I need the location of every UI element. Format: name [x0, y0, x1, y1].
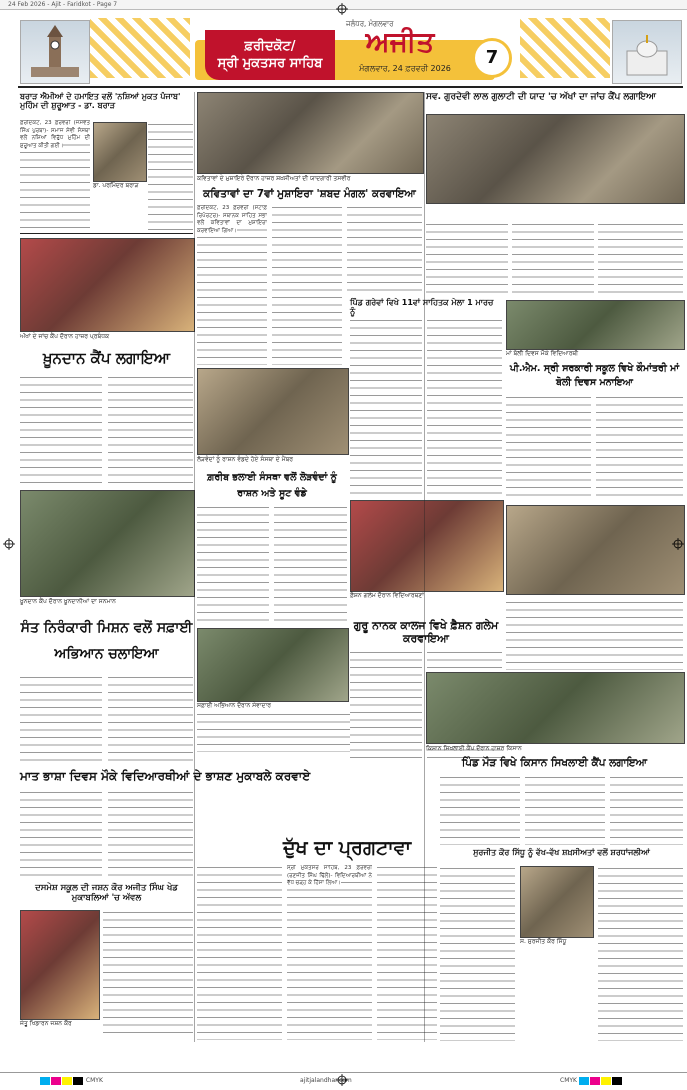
- headline-sahitik-mela: ਪਿੰਡ ਗਰੇਵਾਂ ਵਿਖੇ 11ਵਾਂ ਸਾਹਿਤਕ ਮੇਲਾ 1 ਮਾਰਚ ਨੂੰ: [350, 298, 494, 317]
- caption-tribute: ਸ. ਸੁਰਜੀਤ ਕੌਰ ਸਿੱਧੂ: [520, 938, 567, 945]
- edition-line1: ਫ਼ਰੀਦਕੋਟ/: [244, 39, 296, 54]
- article-body-3: ਸ੍ਰੀ ਮੁਕਤਸਰ ਸਾਹਿਬ, 23 ਫ਼ਰਵਰੀ (ਰਣਜੀਤ ਸਿੰਘ ਢਿੱਲੋਂ)- ਵਿਦਿਆਰਥੀਆਂ ਨੇ ਵੱਧ ਚੜ੍ਹ ਕੇ ਹਿੱਸਾ ਲਿਆ।: [287, 865, 372, 886]
- headline-mushaira: ਕਵਿਤਾਵਾਂ ਦਾ 7ਵਾਂ ਮੁਸ਼ਾਇਰਾ 'ਸ਼ਬਦ ਮੰਗਲ' ਕਰਵਾਇਆ: [203, 188, 416, 200]
- paper-name: ਅਜੀਤ: [365, 25, 435, 58]
- headline-condolence: ਦੁੱਖ ਦਾ ਪ੍ਰਗਟਾਵਾ: [282, 837, 412, 859]
- caption-farmer-camp: ਕਿਸਾਨ ਸਿਖਲਾਈ ਕੈਂਪ ਦੌਰਾਨ ਹਾਜ਼ਰ ਕਿਸਾਨ: [426, 745, 522, 752]
- headline-farmer-camp: ਪਿੰਡ ਮੌੜ ਵਿਖੇ ਕਿਸਾਨ ਸਿਖਲਾਈ ਕੈਂਪ ਲਗਾਇਆ: [461, 757, 648, 769]
- headline-tributes: ਸੁਰਜੀਤ ਕੌਰ ਸਿੱਧੂ ਨੂੰ ਵੱਖ-ਵੱਖ ਸ਼ਖ਼ਸੀਅਤਾਂ ਵਲੋਂ ਸ਼ਰਧਾਂਜਲੀਆਂ: [473, 848, 650, 857]
- caption-fashion: ਫ਼ੈਸ਼ਨ ਗਲੇਮ ਦੌਰਾਨ ਵਿਦਿਆਰਥਣਾਂ: [350, 592, 424, 599]
- headline-fashion: ਗੁਰੂ ਨਾਨਕ ਕਾਲਜ ਵਿਖੇ ਫ਼ੈਸ਼ਨ ਗਲੇਮ ਕਰਵਾਇਆ: [353, 619, 499, 645]
- article-body-1: ਫ਼ਰੀਦਕੋਟ, 23 ਫ਼ਰਵਰੀ (ਜਸਵੰਤ ਸਿੰਘ ਪੁਰਬਾ)- ਸਮਾਜ ਸੇਵੀ ਸੰਸਥਾ ਵਲੋਂ ਨਸ਼ਿਆਂ ਵਿਰੁੱਧ ਮੁਹਿੰਮ ਦੀ ਸ਼ੁਰੂਆਤ ਕੀਤੀ ਗਈ।: [20, 120, 90, 149]
- edition-line2: ਸ੍ਰੀ ਮੁਕਤਸਰ ਸਾਹਿਬ: [217, 56, 323, 71]
- headline-mother-tongue: ਮਾਤ ਭਾਸ਼ਾ ਦਿਵਸ ਮੌਕੇ ਵਿਦਿਆਰਥੀਆਂ ਦੇ ਭਾਸ਼ਣ ਮੁਕਾਬਲੇ ਕਰਵਾਏ: [20, 769, 311, 783]
- caption-eye-camp: ਅੱਖਾਂ ਦੇ ਜਾਂਚ ਕੈਂਪ ਦੌਰਾਨ ਹਾਜ਼ਰ ਪ੍ਰਬੰਧਕ: [20, 333, 110, 340]
- headline-jashan-kaur: ਦਸਮੇਸ਼ ਸਕੂਲ ਦੀ ਜਸ਼ਨ ਕੌਰ ਅਜੀਤ ਸਿੰਘ ਖੇਡ ਮੁਕਾਬਲਿਆਂ 'ਚ ਅੱਵਲ: [35, 883, 178, 903]
- headline-blood-donation: ਖ਼ੂਨਦਾਨ ਕੈਂਪ ਲਗਾਇਆ: [42, 349, 171, 367]
- caption-nirankari: ਸਫ਼ਾਈ ਅਭਿਆਨ ਦੌਰਾਨ ਸੇਵਾਦਾਰ: [197, 702, 272, 709]
- headline-ration: ਗ਼ਰੀਬ ਭਲਾਈ ਸੰਸਥਾ ਵਲੋਂ ਲੋੜਵੰਦਾਂ ਨੂੰ ਰਾਸ਼ਨ ਅਤੇ ਸੂਟ ਵੰਡੇ: [207, 472, 337, 499]
- caption-doctor: ਡਾ. ਪਰਮਿੰਦਰ ਬਰਾੜ: [93, 182, 139, 189]
- caption-mushaira: ਕਵਿਤਾਵਾਂ ਦੇ ਮੁਸ਼ਾਇਰੇ ਦੌਰਾਨ ਹਾਜ਼ਰ ਸ਼ਖ਼ਸੀਅਤਾਂ ਦੀ ਯਾਦਗਾਰੀ ਤਸਵੀਰ: [197, 175, 351, 182]
- footer-center: ajitjalandhar.com: [300, 1077, 352, 1084]
- caption-ration: ਲੋੜਵੰਦਾਂ ਨੂੰ ਰਾਸ਼ਨ ਵੰਡਦੇ ਹੋਏ ਸੰਸਥਾ ਦੇ ਮੈਂਬਰ: [197, 456, 294, 463]
- paper-tag: ਜਲੰਧਰ, ਮੰਗਲਵਾਰ: [346, 20, 394, 28]
- headline-nirankari: ਸੰਤ ਨਿਰੰਕਾਰੀ ਮਿਸ਼ਨ ਵਲੋਂ ਸਫ਼ਾਈ ਅਭਿਆਨ ਚਲਾਇਆ: [20, 620, 193, 662]
- dateline: ਮੰਗਲਵਾਰ, 24 ਫ਼ਰਵਰੀ 2026: [359, 64, 451, 73]
- caption-athlete: ਜੇਤੂ ਖਿਡਾਰਨ ਜਸ਼ਨ ਕੌਰ: [20, 1020, 72, 1027]
- headline-nasha-mukt: ਬਰਾੜ ਐਮੀਆਂ ਦੇ ਹਮਾਇਤ ਵਲੋਂ 'ਨਸ਼ਿਆਂ ਮੁਕਤ ਪੰਜਾਬ' ਮੁਹਿੰਮ ਦੀ ਸ਼ੁਰੂਆਤ - ਡਾ. ਬਰਾੜ: [20, 92, 181, 111]
- prepress-strip: 24 Feb 2026 - Ajit - Faridkot - Page 7: [0, 0, 687, 10]
- headline-eye-camp: ਸਵ. ਗੁਰਦੇਵੀ ਲਾਲ ਗੁਲਾਟੀ ਦੀ ਯਾਦ 'ਚ ਅੱਖਾਂ ਦਾ ਜਾਂਚ ਕੈਂਪ ਲਗਾਇਆ: [426, 92, 656, 102]
- caption-blood-donation: ਖ਼ੂਨਦਾਨ ਕੈਂਪ ਦੌਰਾਨ ਖ਼ੂਨਦਾਨੀਆਂ ਦਾ ਸਨਮਾਨ: [20, 598, 116, 605]
- headline-pm-school: ਪੀ.ਐਮ. ਸ੍ਰੀ ਸਰਕਾਰੀ ਸਕੂਲ ਵਿਖੇ ਕੌਮਾਂਤਰੀ ਮਾਂ ਬੋਲੀ ਦਿਵਸ ਮਨਾਇਆ: [509, 363, 680, 388]
- article-body-2: ਫ਼ਰੀਦਕੋਟ, 23 ਫ਼ਰਵਰੀ (ਸਟਾਫ਼ ਰਿਪੋਰਟਰ)- ਸਥਾਨਕ ਸਾਹਿਤ ਸਭਾ ਵਲੋਂ ਕਵਿਤਾਵਾਂ ਦਾ ਮੁਸ਼ਾਇਰਾ ਕਰਵਾਇਆ ਗਿਆ।: [197, 205, 267, 234]
- footer-right-label: CMYK: [560, 1077, 577, 1084]
- caption-school: ਮਾਂ ਬੋਲੀ ਦਿਵਸ ਮੌਕੇ ਵਿਦਿਆਰਥੀ: [506, 350, 579, 357]
- page-number: 7: [472, 38, 512, 78]
- footer-left-label: CMYK: [85, 1077, 103, 1084]
